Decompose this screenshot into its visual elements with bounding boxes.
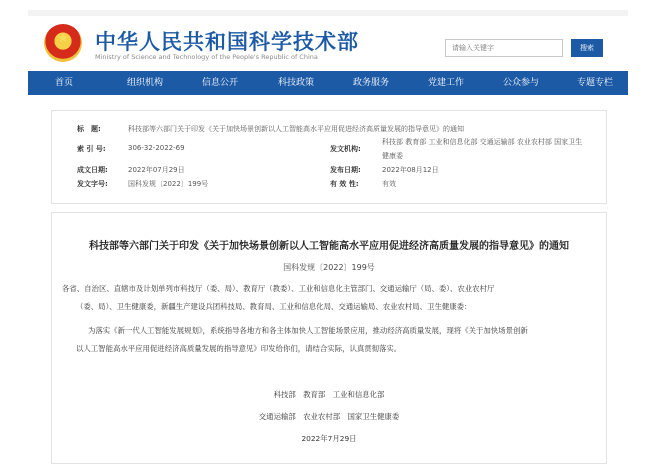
meta-org-label: 发文机构: — [330, 145, 361, 153]
site-title-english: Ministry of Science and Technology of the People's Republic of China — [95, 53, 318, 61]
meta-created-value: 2022年07月29日 — [128, 166, 185, 174]
article-body-line1: 为落实《新一代人工智能发展规划》，系统指导各地方和各主体加快人工智能场景应用，推动经济高质量发展，现将《关于加快场景创新 — [88, 326, 528, 335]
meta-index-value: 306-32-2022-69 — [128, 144, 185, 152]
document-meta-box — [51, 110, 607, 204]
article-doc-number: 国科发规〔2022〕199号 — [283, 263, 375, 272]
nav-home[interactable]: 首页 — [54, 78, 73, 88]
meta-title-value: 科技部等六部门关于印发《关于加快场景创新以人工智能高水平应用促进经济高质量发展的指导意见》的通知 — [128, 125, 464, 133]
meta-published-label: 发布日期: — [330, 166, 361, 174]
article-signatories-line2: 交通运输部 农业农村部 国家卫生健康委 — [258, 412, 400, 421]
search-input[interactable] — [445, 39, 563, 57]
nav-public-participation[interactable]: 公众参与 — [502, 78, 539, 88]
search-button[interactable]: 搜索 — [571, 39, 603, 57]
meta-created-label: 成文日期: — [77, 166, 108, 174]
nav-party-building[interactable]: 党建工作 — [427, 78, 464, 88]
meta-validity-label: 有 效 性: — [330, 180, 359, 188]
article-title: 科技部等六部门关于印发《关于加快场景创新以人工智能高水平应用促进经济高质量发展的指导意见》的通知 — [89, 241, 569, 252]
nav-organization[interactable]: 组织机构 — [126, 78, 163, 88]
nav-info-disclosure[interactable]: 信息公开 — [201, 78, 238, 88]
meta-docno-value: 国科发规〔2022〕199号 — [128, 180, 209, 188]
meta-org-value-line1: 科技部 教育部 工业和信息化部 交通运输部 农业农村部 国家卫生 — [382, 138, 583, 146]
meta-published-value: 2022年08月12日 — [382, 166, 439, 174]
meta-org-value-line2: 健康委 — [382, 152, 403, 160]
article-recipients-line2: （委、局）、卫生健康委，新疆生产建设兵团科技局、教育局、工业和信息化局、交通运输局、农业农村局、卫生健康委： — [76, 302, 472, 311]
meta-title-label: 标 题: — [77, 125, 101, 133]
site-title[interactable]: 中华人民共和国科学技术部 — [95, 30, 359, 54]
nav-sci-policy[interactable]: 科技政策 — [277, 78, 314, 88]
nav-special-topics[interactable]: 专题专栏 — [576, 78, 613, 88]
article-body-line2: 以人工智能高水平应用促进经济高质量发展的指导意见》印发给你们，请结合实际，认真贯彻落实。 — [76, 344, 402, 353]
article-content — [51, 212, 607, 464]
site-header — [0, 16, 654, 70]
article-date: 2022年7月29日 — [301, 434, 357, 443]
main-nav — [28, 71, 628, 95]
article-signatories-line1: 科技部 教育部 工业和信息化部 — [273, 390, 385, 399]
national-emblem-icon: ★ — [44, 24, 82, 62]
article-recipients-line1: 各省、自治区、直辖市及计划单列市科技厅（委、局）、教育厅（教委）、工业和信息化主管部门、交通运输厅（局、委）、农业农村厅 — [62, 284, 495, 293]
meta-docno-label: 发文字号: — [77, 180, 108, 188]
meta-index-label: 索 引 号: — [77, 145, 106, 153]
nav-gov-services[interactable]: 政务服务 — [352, 78, 389, 88]
meta-validity-value: 有效 — [382, 180, 396, 188]
